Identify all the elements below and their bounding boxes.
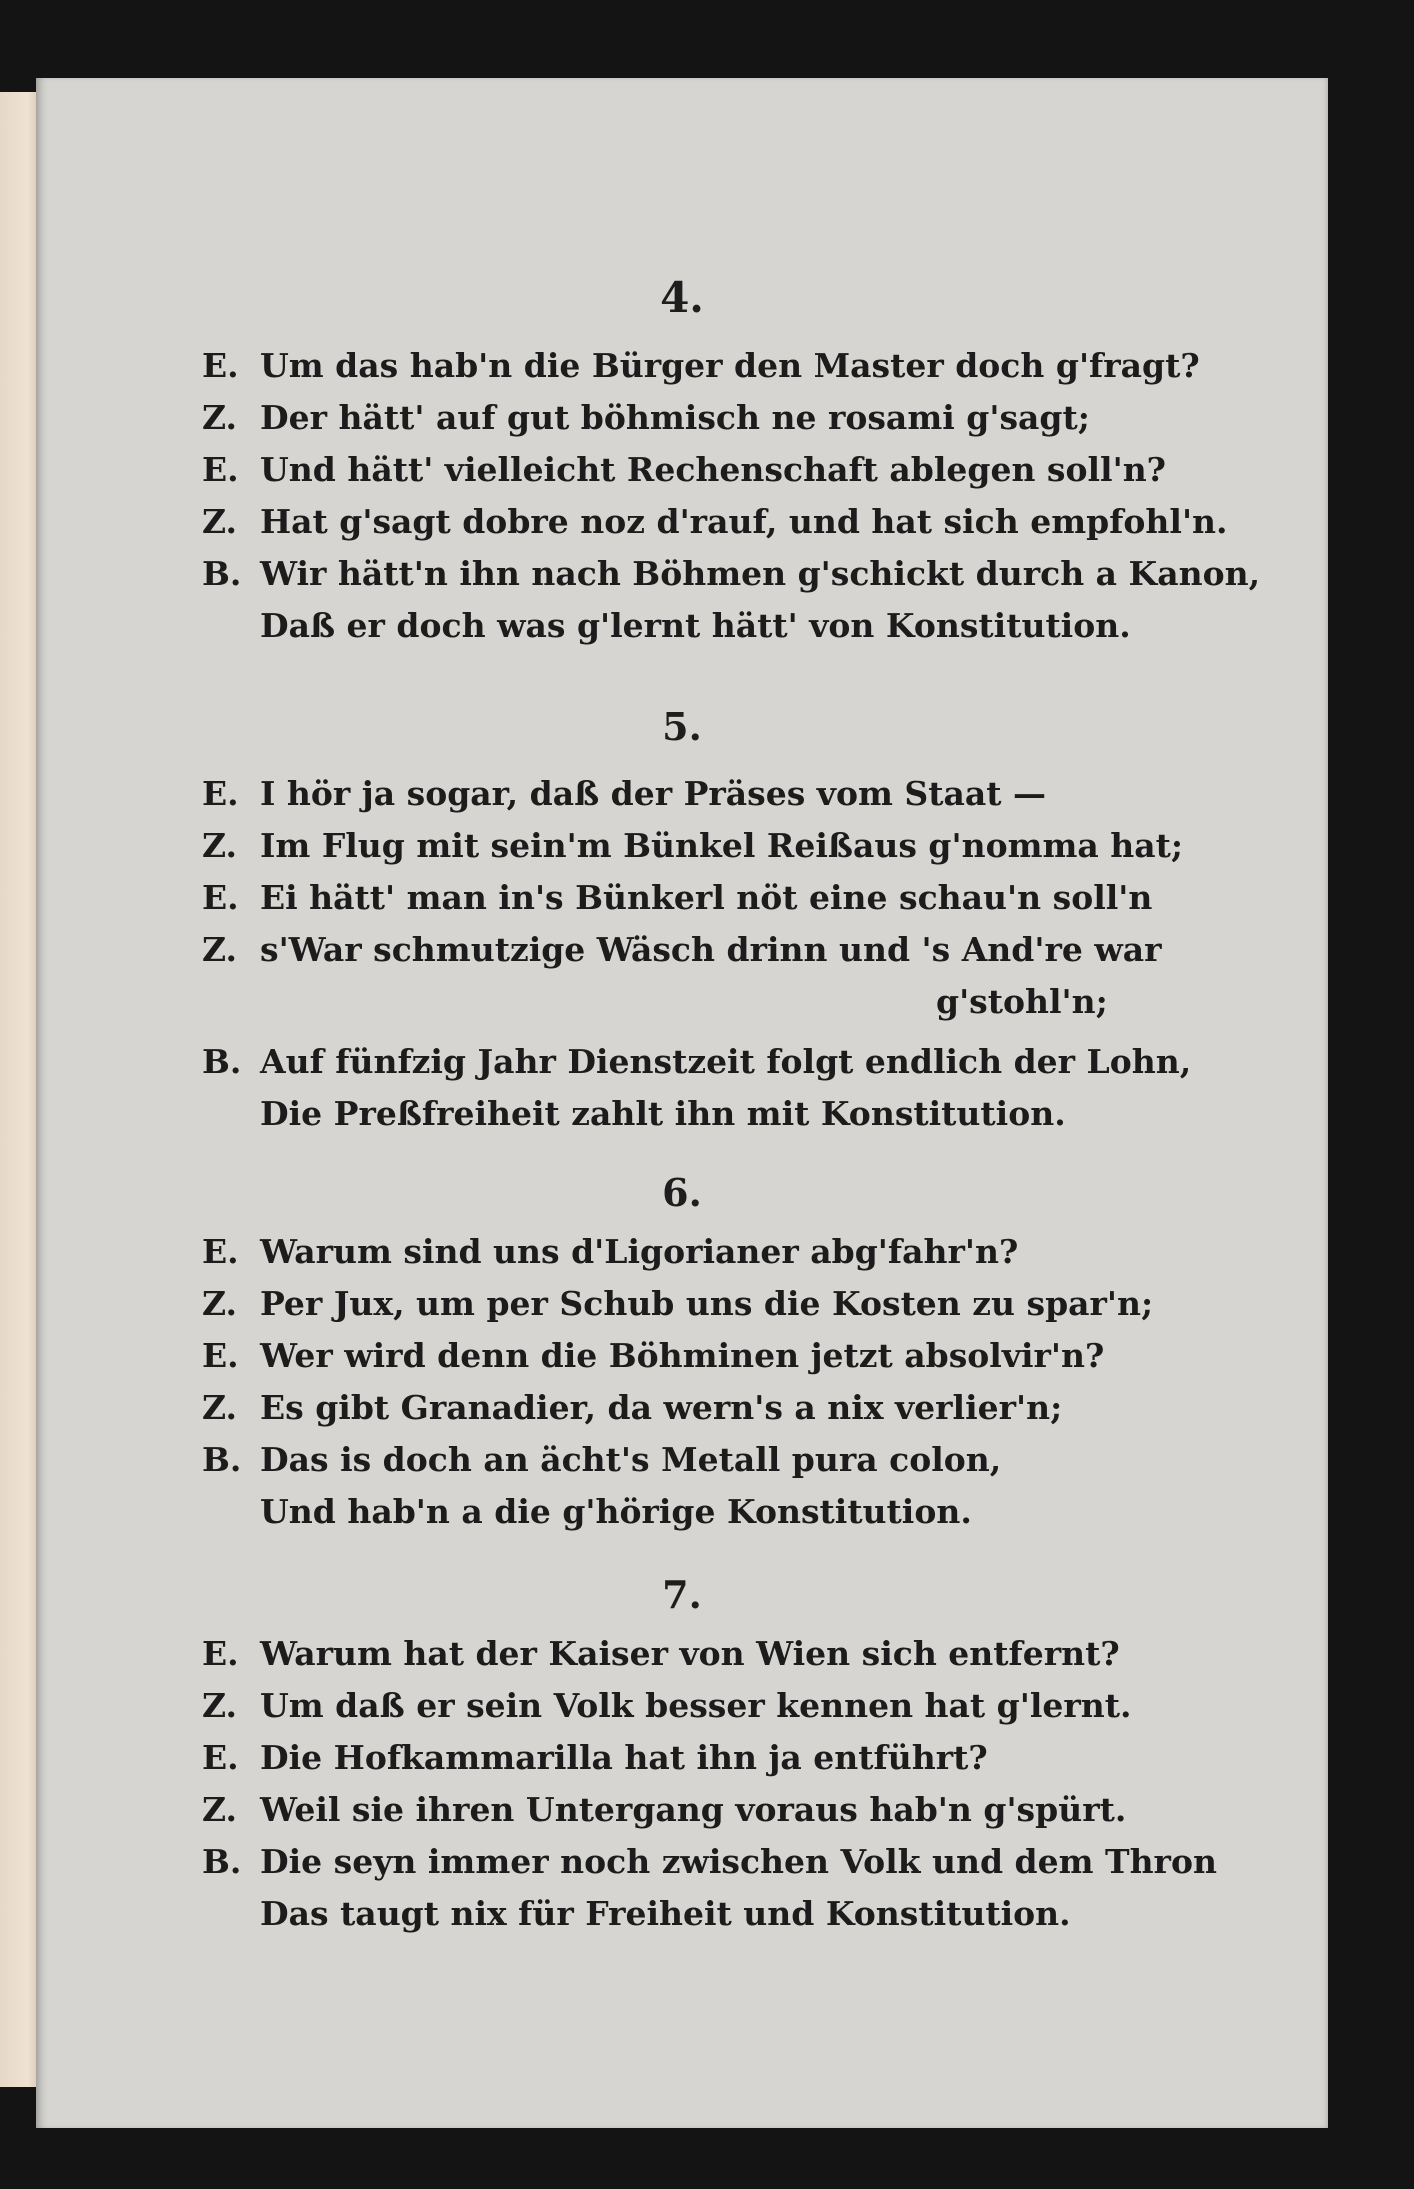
verse-text: Die Preßfreiheit zahlt ihn mit Konstitution.	[260, 1094, 1066, 1133]
stanza-number: 5.	[662, 704, 702, 749]
speaker-label: B.	[202, 1440, 242, 1479]
stanza-number: 7.	[662, 1572, 702, 1617]
verse-line	[202, 394, 1242, 442]
verse-line	[202, 498, 1242, 546]
speaker-label: B.	[202, 554, 242, 593]
verse-line	[202, 926, 1242, 974]
verse-line	[202, 1786, 1242, 1834]
verse-line	[202, 342, 1242, 390]
verse-text: Per Jux, um per Schub uns die Kosten zu spar'n;	[260, 1284, 1154, 1323]
speaker-label: Z.	[202, 1790, 237, 1829]
verse-line	[202, 1838, 1242, 1886]
speaker-label: E.	[202, 1336, 239, 1375]
verse-text: Das taugt nix für Freiheit und Konstitution.	[260, 1894, 1071, 1933]
speaker-label: E.	[202, 774, 239, 813]
speaker-label: Z.	[202, 398, 237, 437]
verse-text: Hat g'sagt dobre noz d'rauf, und hat sich empfohl'n.	[260, 502, 1228, 541]
verse-text: Warum hat der Kaiser von Wien sich entfernt?	[260, 1634, 1120, 1673]
verse-line	[202, 1436, 1242, 1484]
verse-line	[202, 1630, 1242, 1678]
verse-line	[202, 446, 1242, 494]
speaker-label: Z.	[202, 1388, 237, 1427]
speaker-label: Z.	[202, 502, 237, 541]
verse-text: Um das hab'n die Bürger den Master doch g'fragt?	[260, 346, 1200, 385]
verse-text: Wer wird denn die Böhminen jetzt absolvir'n?	[260, 1336, 1105, 1375]
book-page	[36, 78, 1328, 2128]
verse-line-continuation	[260, 602, 1300, 650]
verse-line	[202, 1332, 1242, 1380]
speaker-label: E.	[202, 1634, 239, 1673]
speaker-label: Z.	[202, 1284, 237, 1323]
verse-text: s'War schmutzige Wäsch drinn und 's And're war	[260, 930, 1162, 969]
verse-line	[202, 1734, 1242, 1782]
verse-line	[202, 1384, 1242, 1432]
verse-text: Warum sind uns d'Ligorianer abg'fahr'n?	[260, 1232, 1019, 1271]
speaker-label: B.	[202, 1842, 242, 1881]
verse-text: Und hab'n a die g'hörige Konstitution.	[260, 1492, 972, 1531]
verse-text: Das is doch an ächt's Metall pura colon,	[260, 1440, 1002, 1479]
verse-text: g'stohl'n;	[936, 982, 1108, 1021]
verse-text: Daß er doch was g'lernt hätt' von Konstitution.	[260, 606, 1131, 645]
verse-text: Der hätt' auf gut böhmisch ne rosami g'sagt;	[260, 398, 1090, 437]
verse-line-continuation	[260, 1890, 1300, 1938]
verse-line-continuation	[260, 1090, 1300, 1138]
verse-line	[202, 1682, 1242, 1730]
verse-line	[202, 874, 1242, 922]
speaker-label: E.	[202, 1738, 239, 1777]
speaker-label: E.	[202, 1232, 239, 1271]
stanza-number: 6.	[662, 1170, 702, 1215]
verse-line	[202, 770, 1242, 818]
verse-line	[202, 1038, 1242, 1086]
speaker-label: B.	[202, 1042, 242, 1081]
speaker-label: Z.	[202, 930, 237, 969]
speaker-label: E.	[202, 346, 239, 385]
verse-text: Ei hätt' man in's Bünkerl nöt eine schau'n soll'n	[260, 878, 1153, 917]
verse-line	[202, 550, 1261, 598]
speaker-label: Z.	[202, 1686, 237, 1725]
speaker-label: Z.	[202, 826, 237, 865]
verse-text: I hör ja sogar, daß der Präses vom Staat —	[260, 774, 1046, 813]
backing-sheet-edge	[0, 92, 40, 2087]
verse-text: Und hätt' vielleicht Rechenschaft ablegen soll'n?	[260, 450, 1167, 489]
verse-line	[202, 1228, 1242, 1276]
page-number: 4.	[660, 273, 704, 322]
verse-text: Auf fünfzig Jahr Dienstzeit folgt endlich der Lohn,	[260, 1042, 1192, 1081]
verse-text: Weil sie ihren Untergang voraus hab'n g'spürt.	[260, 1790, 1127, 1829]
verse-text: Wir hätt'n ihn nach Böhmen g'schickt durch a Kanon,	[260, 554, 1261, 593]
verse-text: Die seyn immer noch zwischen Volk und dem Thron	[260, 1842, 1217, 1881]
speaker-label: E.	[202, 450, 239, 489]
verse-text: Im Flug mit sein'm Bünkel Reißaus g'nomma hat;	[260, 826, 1184, 865]
verse-line	[202, 822, 1242, 870]
verse-text: Die Hofkammarilla hat ihn ja entführt?	[260, 1738, 988, 1777]
verse-text: Um daß er sein Volk besser kennen hat g'lernt.	[260, 1686, 1132, 1725]
verse-text: Es gibt Granadier, da wern's a nix verlier'n;	[260, 1388, 1063, 1427]
speaker-label: E.	[202, 878, 239, 917]
verse-line	[202, 1280, 1242, 1328]
verse-line-continuation	[260, 1488, 1300, 1536]
verse-line-overflow	[936, 978, 1136, 1026]
